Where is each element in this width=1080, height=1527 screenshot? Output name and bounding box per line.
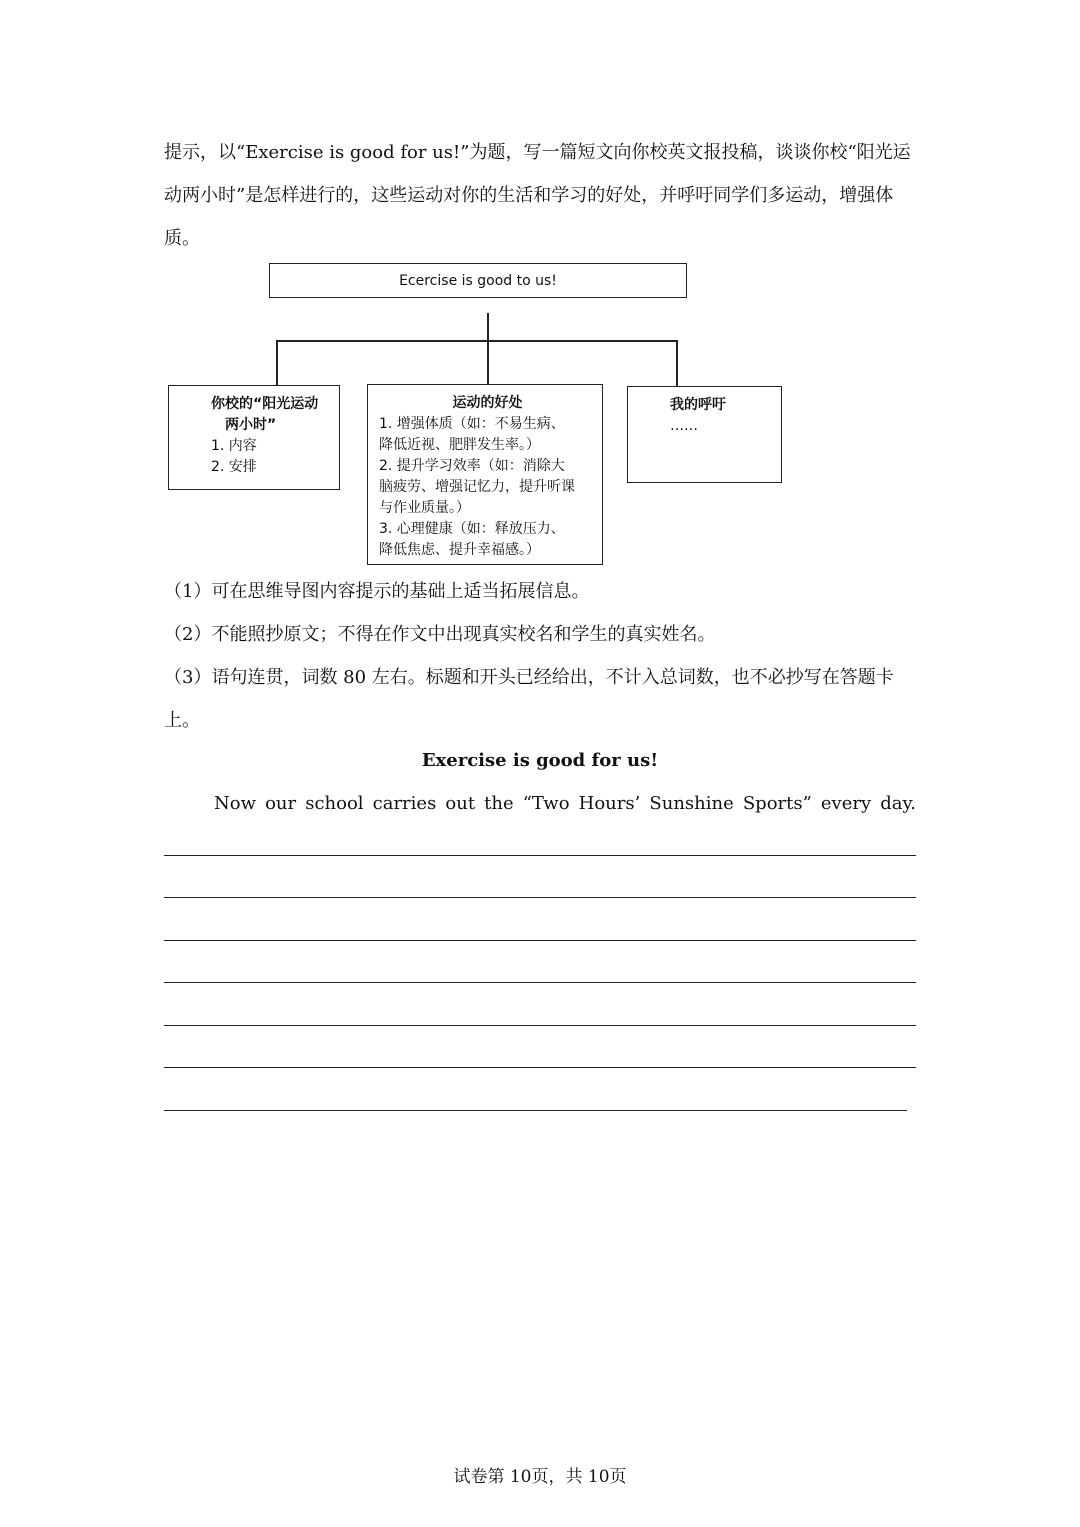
box-heading-cont: 两小时” bbox=[225, 417, 277, 433]
mindmap-box-benefits bbox=[367, 384, 603, 565]
list-item: 1. 内容 bbox=[211, 438, 257, 454]
mindmap-title: Ecercise is good to us! bbox=[269, 263, 687, 298]
writing-line[interactable] bbox=[164, 940, 916, 941]
list-item: 1. 增强体质（如：不易生病、 bbox=[379, 416, 565, 432]
list-item: 降低焦虑、提升幸福感。） bbox=[379, 542, 540, 558]
list-item: 3. 心理健康（如：释放压力、 bbox=[379, 521, 565, 537]
list-item: 降低近视、肥胖发生率。） bbox=[379, 437, 540, 453]
writing-line[interactable] bbox=[164, 1110, 907, 1111]
requirement-item: （2）不能照抄原文；不得在作文中出现真实校名和学生的真实姓名。 bbox=[164, 624, 716, 645]
list-item: 2. 提升学习效率（如：消除大 bbox=[379, 458, 565, 474]
requirement-item: （1）可在思维导图内容提示的基础上适当拓展信息。 bbox=[164, 581, 590, 602]
mindmap-box-appeal bbox=[627, 386, 782, 483]
essay-title: Exercise is good for us! bbox=[421, 750, 659, 771]
mindmap-box-sunshine bbox=[168, 385, 340, 490]
writing-line[interactable] bbox=[164, 982, 916, 983]
list-item: 与作业质量。） bbox=[379, 500, 470, 516]
writing-line[interactable] bbox=[164, 1067, 916, 1068]
box-heading: 你校的“阳光运动 bbox=[211, 396, 319, 412]
connector-left bbox=[276, 340, 278, 385]
connector-right bbox=[676, 340, 678, 386]
writing-line[interactable] bbox=[164, 897, 916, 898]
box-heading: 我的呼吁 bbox=[670, 397, 726, 413]
requirements bbox=[164, 570, 924, 742]
list-item: 2. 安排 bbox=[211, 459, 257, 475]
writing-line[interactable] bbox=[164, 855, 916, 856]
page-footer: 试卷第 10页，共 10页 bbox=[453, 1467, 627, 1487]
essay-opening: Now our school carries out the “Two Hours’ Sunshine Sports” every day. bbox=[214, 793, 916, 814]
connector-trunk bbox=[487, 313, 489, 384]
box-heading: 运动的好处 bbox=[452, 395, 523, 411]
connector-bar bbox=[276, 340, 677, 342]
box-body: …… bbox=[670, 418, 698, 434]
prompt-intro: 提示，以“Exercise is good for us!”为题，写一篇短文向你校英文报投稿，谈谈你校“阳光运动两小时”是怎样进行的，这些运动对你的生活和学习的好处，并呼吁同学们多运动，增强体质。 bbox=[164, 142, 911, 249]
list-item: 脑疲劳、增强记忆力，提升听课 bbox=[379, 479, 575, 495]
writing-line[interactable] bbox=[164, 1025, 916, 1026]
requirement-item: （3）语句连贯，词数 80 左右。标题和开头已经给出，不计入总词数，也不必抄写在答题卡上。 bbox=[164, 667, 894, 731]
